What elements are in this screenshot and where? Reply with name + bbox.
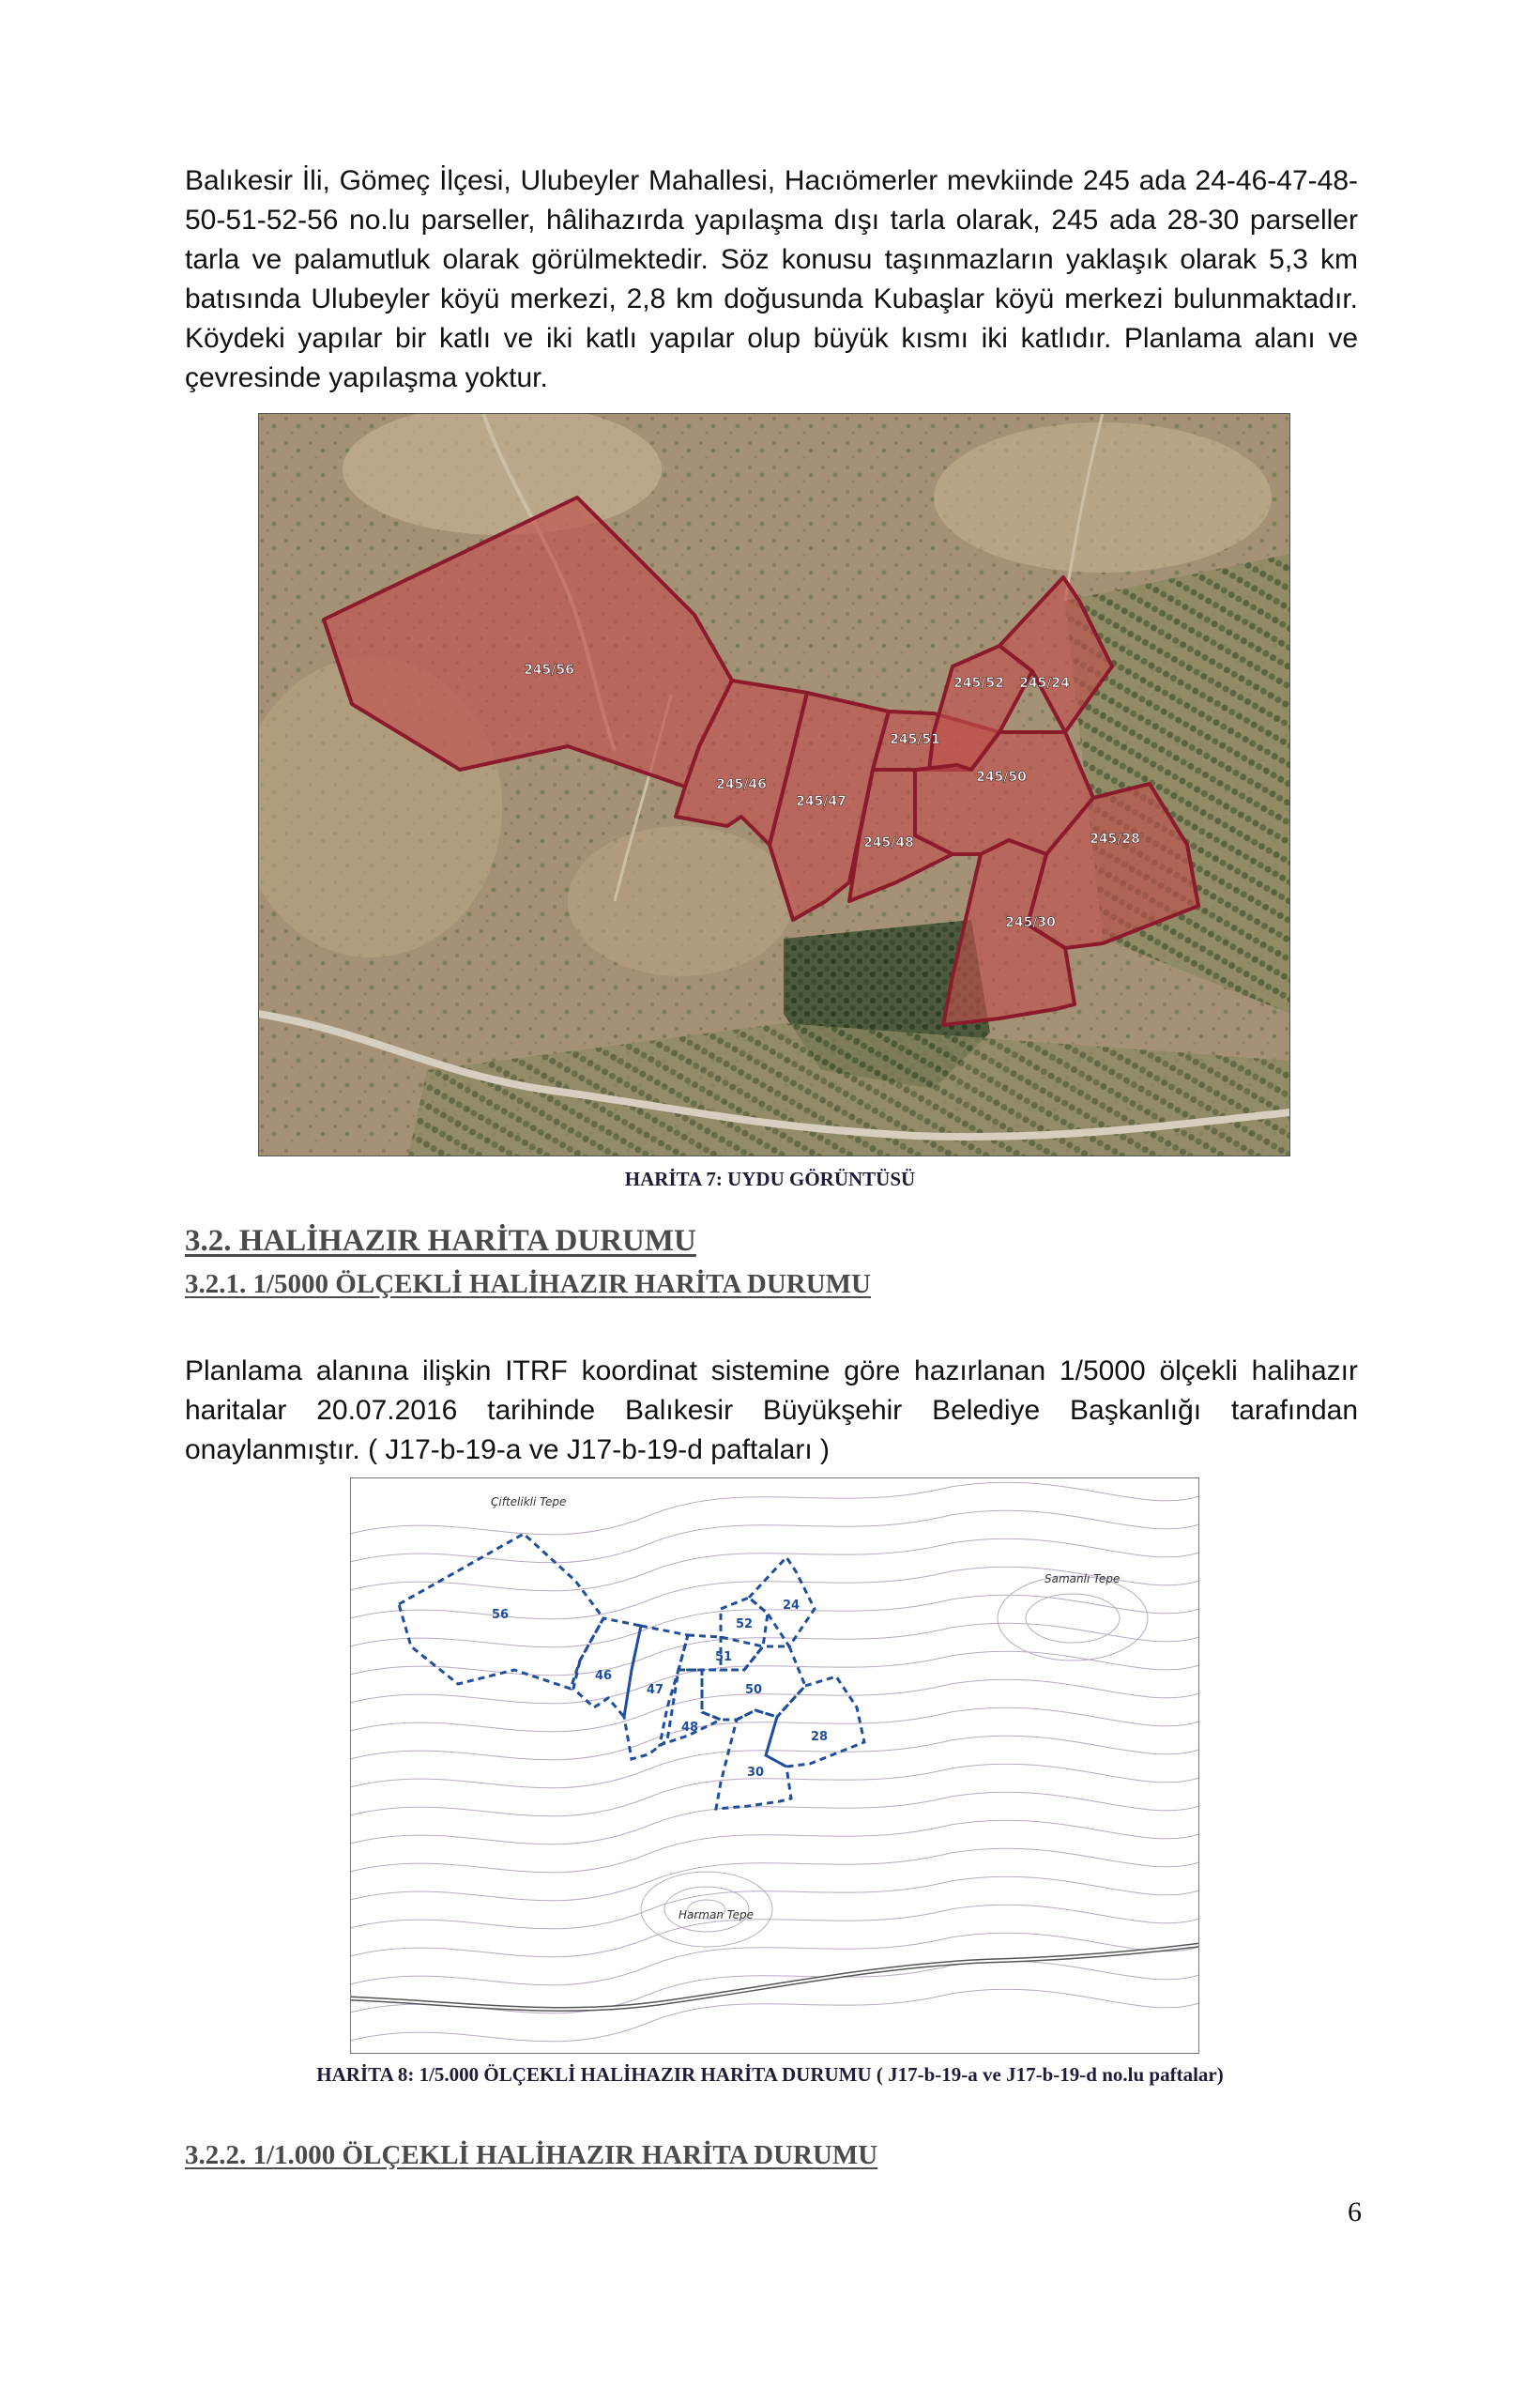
map-parcel-24: 24 [782, 1599, 800, 1613]
figure-1-caption: HARİTA 7: UYDU GÖRÜNTÜSÜ [624, 1168, 916, 1190]
map-parcel-51: 51 [714, 1650, 733, 1664]
place-ciftelikli-tepe: Çiftelikli Tepe [491, 1495, 567, 1508]
label-245-46: 245/46 [716, 777, 767, 792]
label-245-28: 245/28 [1090, 832, 1140, 847]
map-parcel-30: 30 [746, 1766, 765, 1780]
label-245-30: 245/30 [1005, 915, 1056, 930]
map-parcel-48: 48 [680, 1721, 699, 1735]
map-parcel-50: 50 [744, 1683, 763, 1697]
label-245-47: 245/47 [796, 794, 846, 809]
label-245-51: 245/51 [890, 732, 940, 747]
place-samanli-tepe: Samanlı Tepe [1044, 1572, 1121, 1585]
map-paragraph: Planlama alanına ilişkin ITRF koordinat sistemine göre hazırlanan 1/5000 ölçekli halihazır haritalar 20.07.2016 tarihinde Balıkesir Büyükşehir Belediye Başkanlığı tarafından onaylanmıştır. ( J17-b-19-a ve J17-b-19-d paftaları ) [185, 1355, 1358, 1465]
label-245-52: 245/52 [953, 676, 1004, 691]
map-parcel-56: 56 [491, 1608, 510, 1622]
label-245-24: 245/24 [1019, 676, 1070, 691]
page-number: 6 [1348, 2196, 1362, 2227]
map-parcel-47: 47 [646, 1683, 664, 1697]
map-parcel-46: 46 [594, 1669, 613, 1683]
subsection-heading-1000: 3.2.2. 1/1.000 ÖLÇEKLİ HALİHAZIR HARİTA DURUMU [185, 2140, 878, 2170]
topographic-map [350, 1477, 1199, 2054]
label-245-48: 245/48 [863, 835, 914, 850]
figure-2-caption: HARİTA 8: 1/5.000 ÖLÇEKLİ HALİHAZIR HARİTA DURUMU ( J17-b-19-a ve J17-b-19-d no.lu paftalar) [316, 2063, 1224, 2086]
map-parcel-52: 52 [735, 1617, 754, 1631]
section-heading: 3.2. HALİHAZIR HARİTA DURUMU [185, 1224, 696, 1258]
subsection-heading-5000: 3.2.1. 1/5000 ÖLÇEKLİ HALİHAZIR HARİTA DURUMU [185, 1269, 871, 1299]
label-245-56: 245/56 [524, 663, 574, 678]
satellite-map [258, 413, 1290, 1156]
place-harman-tepe: Harman Tepe [679, 1908, 755, 1921]
map-background [350, 1477, 1199, 2054]
label-245-50: 245/50 [976, 770, 1027, 785]
map-parcel-28: 28 [810, 1730, 829, 1744]
intro-paragraph: Balıkesir İli, Gömeç İlçesi, Ulubeyler Mahallesi, Hacıömerler mevkiinde 245 ada 24-46-47-48-50-51-52-56 no.lu parseller, hâlihazırda yapılaşma dışı tarla olarak, 245 ada 28-30 parseller tarla ve palamutluk olarak görülmektedir. Söz konusu taşınmazların yaklaşık olarak 5,3 km batısında Ulubeyler köyü merkezi, 2,8 km doğusunda Kubaşlar köyü merkezi bulunmaktadır. Köydeki yapılar bir katlı ve iki katlı yapılar olup büyük kısmı iki katlıdır. Planlama alanı ve çevresinde yapılaşma yoktur. [185, 165, 1358, 393]
